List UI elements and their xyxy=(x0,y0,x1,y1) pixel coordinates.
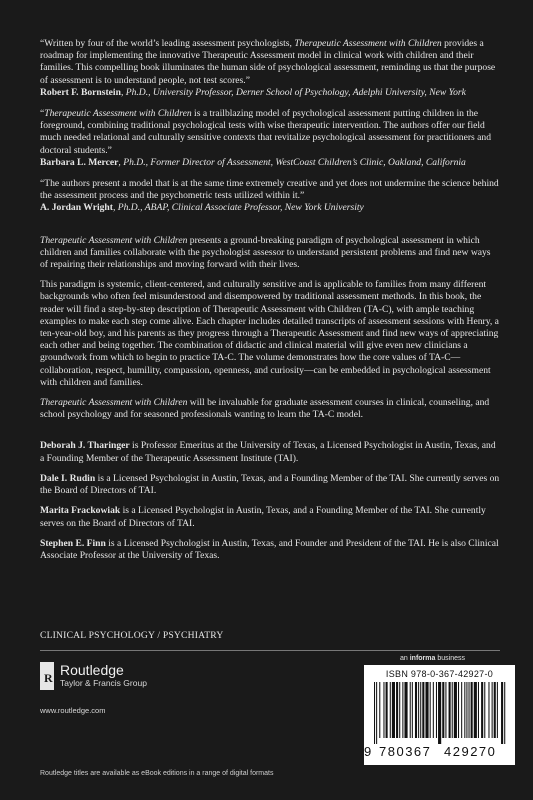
barcode-bar xyxy=(420,682,421,738)
book-title-italic: Therapeutic Assessment with Children xyxy=(40,234,188,246)
quote-text: provides a roadmap for implementing the innovative Therapeutic Assessment model in clinical work with children and their families. This compelling book illuminates the human side of psychological assessment, reminding us that the purpose of assessment is to understand people, not test scores.” xyxy=(40,38,496,86)
barcode-bar xyxy=(404,682,407,738)
endorsement-attribution xyxy=(40,157,500,169)
barcode-bar xyxy=(474,682,477,738)
barcode-bar xyxy=(436,682,437,738)
barcode-bar xyxy=(415,682,417,738)
barcode-bar xyxy=(488,682,489,738)
barcode-icon xyxy=(372,682,507,744)
cover-text xyxy=(40,38,500,562)
book-title-italic: Therapeutic Assessment with Children xyxy=(40,397,188,409)
ebook-note: Routledge titles are available as eBook editions in a range of digital formats xyxy=(40,770,274,777)
description-text: will be invaluable for graduate assessment courses in clinical, counseling, and school psychology and for seasoned professionals wanting to learn the TA-C model. xyxy=(40,397,490,421)
barcode-bar xyxy=(412,682,413,738)
author-name: Dale I. Rudin xyxy=(40,472,96,484)
barcode-bar xyxy=(396,682,398,738)
barcode-bar xyxy=(399,682,400,738)
barcode-bar xyxy=(471,682,473,738)
barcode-bar xyxy=(466,682,467,738)
barcode-bar xyxy=(469,682,470,738)
barcode-bar xyxy=(425,682,428,738)
barcode-bar xyxy=(376,682,377,744)
author-name: Stephen E. Finn xyxy=(40,537,106,549)
barcode-bar xyxy=(433,682,434,738)
author-bio-text: is a Licensed Psychologist in Austin, Texas, and a Founding Member of the TAI. She currently serves on the Board of Directors of TAI. xyxy=(40,505,486,529)
quote-text: is a trailblazing model of psychological assessment putting children in the foreground, combining traditional psychological tests with wise therapeutic intervention. The authors offer our field much needed relational and culturally sensitive contexts that revitalize psychological assessment for practitioners and doctoral students.” xyxy=(40,108,492,156)
author-bio-text: is Professor Emeritus at the University of Texas, a Licensed Psychologist in Austin, Texas, and a Founding Member of the Therapeutic Assessment Institute (TAI). xyxy=(40,440,496,464)
barcode-bar xyxy=(418,682,419,738)
barcode-bar xyxy=(481,682,483,738)
description-paragraph-1 xyxy=(40,235,500,272)
publisher-website[interactable]: www.routledge.com xyxy=(40,706,106,715)
publisher-group: Taylor & Francis Group xyxy=(60,678,147,688)
barcode-bar xyxy=(430,682,431,738)
endorsement-text xyxy=(40,178,500,202)
informa-suffix: business xyxy=(435,655,465,662)
barcode-bar xyxy=(402,682,403,738)
barcode-bar xyxy=(464,682,465,738)
endorsement-attribution xyxy=(40,87,500,99)
endorsement-attribution xyxy=(40,202,500,214)
publisher-name: Routledge xyxy=(60,662,124,678)
author-bio xyxy=(40,538,500,562)
barcode-bar xyxy=(497,682,498,738)
endorser-name: A. Jordan Wright xyxy=(40,202,113,214)
endorser-credentials: , Ph.D., University Professor, Derner School of Psychology, Adelphi University, New York xyxy=(120,86,466,98)
routledge-logo-icon xyxy=(40,662,54,690)
endorsement-text xyxy=(40,108,500,157)
barcode-bar xyxy=(390,682,391,738)
barcode-bar xyxy=(461,682,462,738)
isbn-barcode xyxy=(364,665,515,765)
author-bio xyxy=(40,440,500,464)
barcode-bar xyxy=(383,682,384,738)
book-description xyxy=(40,235,500,422)
quote-text: “Written by four of the world’s leading assessment psychologists, xyxy=(40,38,295,49)
description-paragraph-3 xyxy=(40,397,500,421)
barcode-bar xyxy=(454,682,457,738)
barcode-bar xyxy=(445,682,446,738)
endorser-name: Barbara L. Mercer xyxy=(40,156,119,168)
barcode-bar xyxy=(410,682,411,738)
barcode-bar xyxy=(478,682,479,738)
endorser-name: Robert F. Bornstein xyxy=(40,86,121,98)
author-bio xyxy=(40,473,500,497)
endorsement-3 xyxy=(40,178,500,215)
endorser-credentials: , Ph.D., ABAP, Clinical Associate Professor, New York University xyxy=(112,202,364,214)
barcode-bar xyxy=(392,682,395,738)
author-bio-text: is a Licensed Psychologist in Austin, Texas, and Founder and President of the TAI. He is also Clinical Associate Professor at the University of Texas. xyxy=(40,537,499,561)
author-bio xyxy=(40,505,500,529)
informa-tagline xyxy=(400,655,465,662)
barcode-bar xyxy=(442,682,444,738)
informa-brand: informa xyxy=(409,655,436,662)
author-bios xyxy=(40,440,500,562)
quote-text: “The authors present a model that is at the same time extremely creative and yet does not undermine the science behind the assessment process and the psychometric tests utilized within it.” xyxy=(40,178,499,202)
subject-category: CLINICAL PSYCHOLOGY / PSYCHIATRY xyxy=(40,630,224,641)
barcode-lead-digit: 9 xyxy=(364,744,372,759)
barcode-bar xyxy=(438,682,441,744)
barcode-bar xyxy=(374,682,375,744)
divider xyxy=(40,650,500,651)
svg-text:R: R xyxy=(44,671,53,685)
book-title-italic: Therapeutic Assessment with Children xyxy=(44,108,192,120)
barcode-bar xyxy=(458,682,459,738)
barcode-bar xyxy=(452,682,453,738)
barcode-bar xyxy=(501,682,503,744)
author-bio-text: is a Licensed Psychologist in Austin, Texas, and a Founding Member of the TAI. She currently serves on the Board of Directors of TAI. xyxy=(40,472,500,497)
informa-prefix: an xyxy=(400,655,410,662)
barcode-bar xyxy=(484,682,485,738)
endorsement-1 xyxy=(40,38,500,99)
endorsements xyxy=(40,38,500,215)
barcode-bar xyxy=(494,682,496,738)
quote-text: “ xyxy=(40,108,45,120)
barcode-digit-group-1: 780367 xyxy=(379,744,432,759)
barcode-bar xyxy=(504,682,505,744)
barcode-bar xyxy=(379,682,380,738)
barcode-bar xyxy=(386,682,388,738)
isbn-label: ISBN 978-0-367-42927-0 xyxy=(385,669,494,679)
description-paragraph-2: This paradigm is systemic, client-centered, and culturally sensitive and is applicable to families from many different backgrounds who often feel misunderstood and disempowered by traditional assessment methods. In this book, the reader will find a step-by-step description of Therapeutic Assessment with Children (TA-C), with ample teaching examples to make each step come alive. Each chapter includes detailed transcripts of assessment sessions with Henry, a ten-year-old boy, and his parents as they progress through a Therapeutic Assessment and find new ways of appreciating each other and being together. The combination of didactic and clinical material will give even new clinicians a groundwork from which to begin to practice TA-C. The volume demonstrates how the core values of TA-C—collaboration, respect, humility, compassion, openness, and curiosity—can be embedded in psychological assessment with children and families. xyxy=(40,279,499,388)
barcode-digit-group-2: 429270 xyxy=(444,744,497,759)
author-name: Marita Frackowiak xyxy=(40,505,121,517)
barcode-bar xyxy=(449,682,451,738)
author-name: Deborah J. Tharinger xyxy=(40,440,130,452)
barcode-bar xyxy=(422,682,424,738)
endorsement-2 xyxy=(40,108,500,169)
endorsement-text xyxy=(40,38,500,87)
description-text: presents a ground-breaking paradigm of psychological assessment in which children and families collaborate with the psychologist assessor to understand persistent problems and find new ways of repairing their relationships and moving forward with their lives. xyxy=(40,234,491,271)
endorser-credentials: , Ph.D., Former Director of Assessment, WestCoast Children’s Clinic, Oakland, California xyxy=(118,156,466,168)
book-title-italic: Therapeutic Assessment with Children xyxy=(294,38,442,49)
barcode-bar xyxy=(492,682,493,738)
